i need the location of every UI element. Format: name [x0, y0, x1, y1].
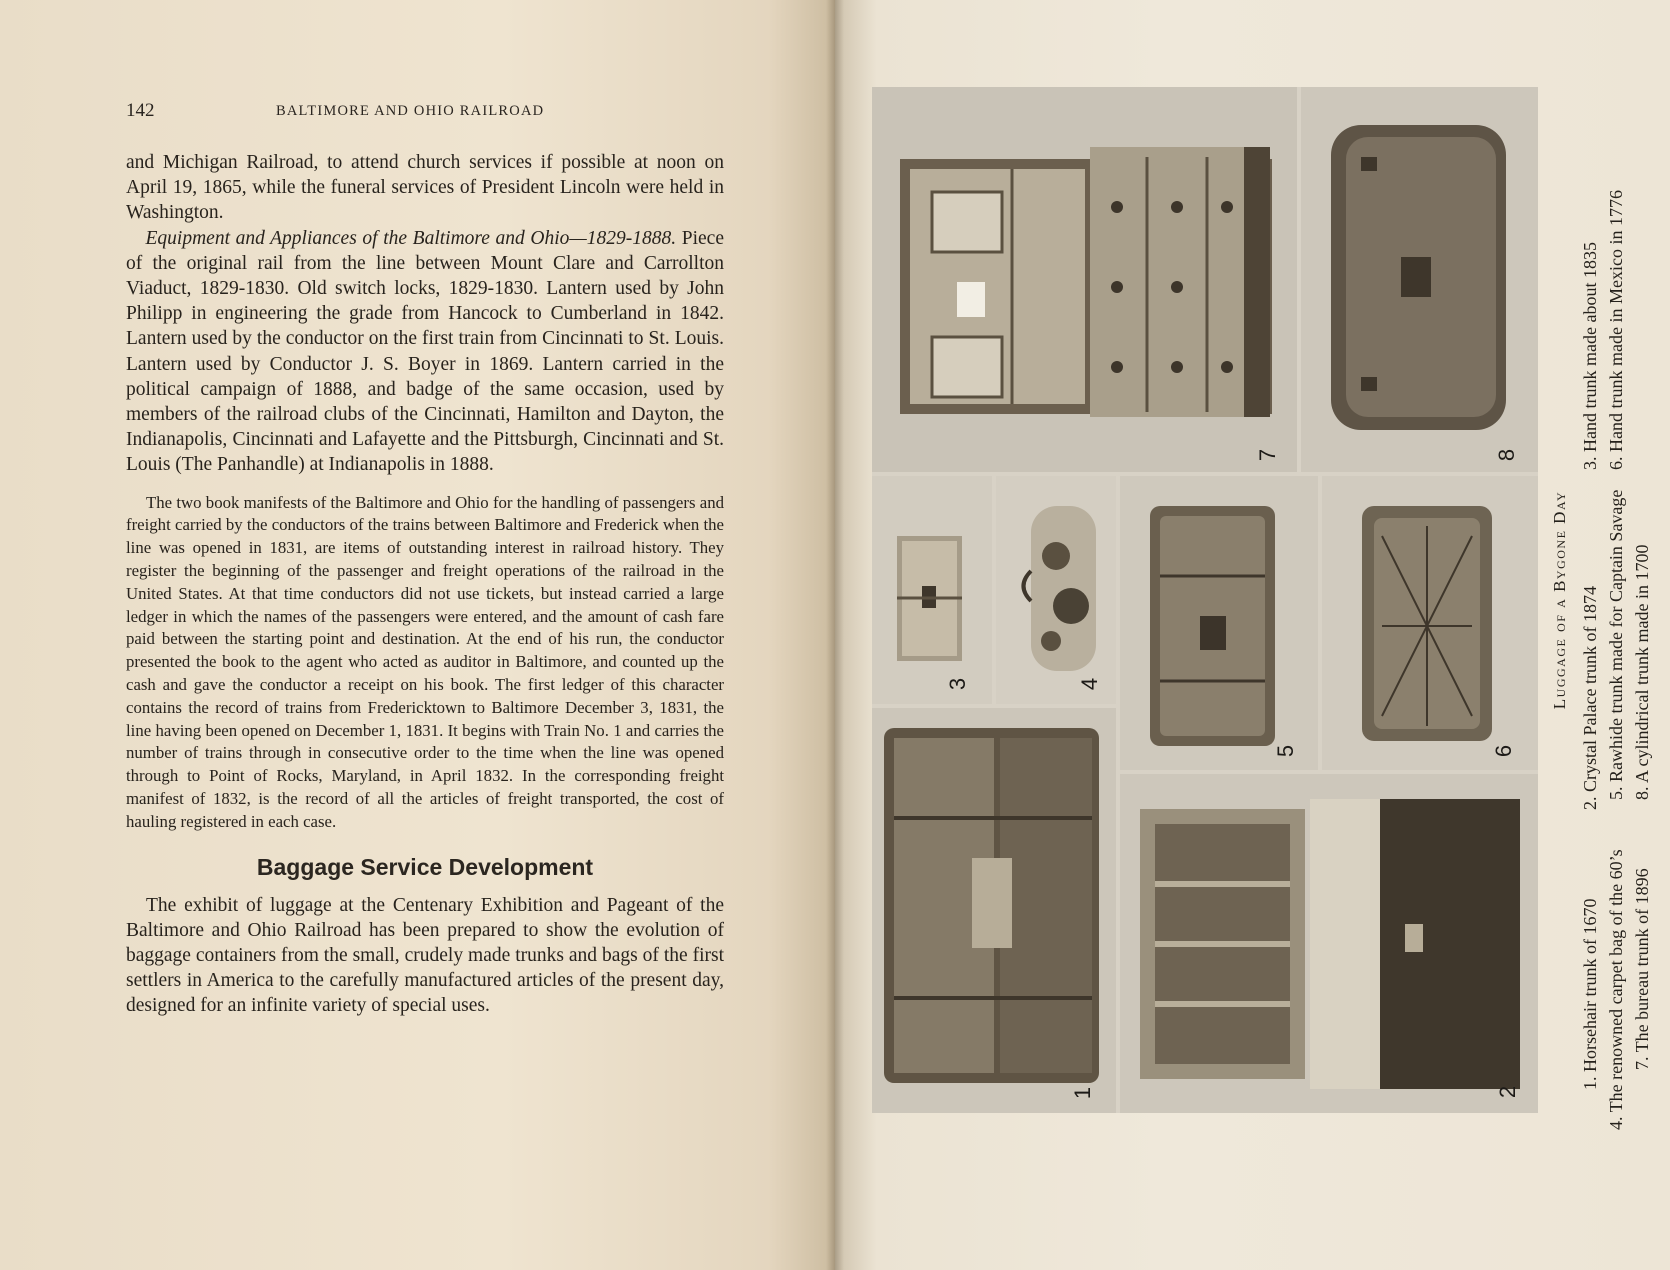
caption-row-2 [1606, 70, 1632, 1130]
paragraph-equipment [126, 226, 724, 478]
trunk-3-illustration [872, 476, 992, 704]
photo-trunk-5 [1120, 476, 1318, 770]
bag-4-illustration [996, 476, 1116, 704]
paragraph-church-services: and Michigan Railroad, to attend church services if possible at noon on April 19, 1865, while the funeral services of President Lincoln were held in Washington. [126, 152, 724, 224]
photo-trunk-6 [1322, 476, 1538, 770]
photo-trunk-2 [1120, 774, 1538, 1113]
paragraph-equipment-text: Piece of the original rail from the line between Mount Clare and Carrollton Viaduct, 1829-1830. Old switch locks, 1829-1830. Lantern used by John Philipp in engineering the grade from Hancock to Cumberland in 1842. Lantern used by the conductor on the first train from Cincinnati to St. Louis. Lantern used by Conductor J. S. Boyer in 1869. Lantern carried in the political campaign of 1888, and badge of the same occasion, used by members of the railroad clubs of the Cincinnati, Hamilton and Dayton, the Indianapolis, Cincinnati and Lafayette and the Pittsburgh, Cincinnati and St. Louis (The Panhandle) at Indianapolis in 1888. [126, 227, 724, 476]
plate-caption-rotated [1540, 70, 1660, 1130]
plate-number-1: 1 [1070, 1086, 1096, 1100]
body-text [126, 150, 724, 1019]
paragraph-book-manifests: The two book manifests of the Baltimore and Ohio for the handling of passengers and freight carried by the conductors of the trains between Baltimore and Frederick when the line was opened in 1831, are items of outstanding interest in railroad history. They register the beginning of the passenger and freight operations of the railroad in the United States. At that time conductors did not use tickets, but instead carried a large ledger in which the names of the passengers were entered, and the amount of cash fare paid between the starting point and destination. At the end of his run, the conductor presented the book to the agent who acted as auditor in Baltimore, and counted up the cash and gave the conductor a receipt on his book. The first ledger of this character contains the record of trains from Fredericktown to Baltimore December 3, 1831, the line having been opened on December 1, 1831. It begins with Train No. 1 and carries the number of trains through in consecutive order to the time when the line was opened through to Point of Rocks, Maryland, in April 1832. In the corresponding freight manifest of 1832, is the record of all the articles of freight transported, the cost of hauling registered in each case. [126, 492, 724, 831]
photo-trunk-8 [1301, 87, 1538, 472]
page-number: 142 [126, 100, 155, 121]
plate-number-6: 6 [1491, 744, 1517, 758]
page-header [126, 100, 726, 128]
caption-item-5: 5. Rawhide trunk made for Captain Savage [1606, 489, 1626, 800]
caption-item-3: 3. Hand trunk made about 1835 [1580, 242, 1600, 470]
luggage-photo-plate [872, 87, 1538, 1113]
book-gutter [826, 0, 844, 1270]
caption-title: Luggage of a Bygone Day [1550, 490, 1569, 710]
paragraph-equipment-heading: Equipment and Appliances of the Baltimore and Ohio—1829-1888. [145, 227, 677, 249]
plate-caption [1540, 70, 1660, 1130]
trunk-5-illustration [1120, 476, 1318, 770]
photo-trunk-7 [872, 87, 1297, 472]
caption-item-6: 6. Hand trunk made in Mexico in 1776 [1606, 190, 1626, 470]
caption-item-4: 4. The renowned carpet bag of the 60’s [1606, 849, 1626, 1130]
photo-trunk-3 [872, 476, 992, 704]
caption-item-1: 1. Horsehair trunk of 1670 [1580, 898, 1600, 1090]
trunk-8-illustration [1301, 87, 1538, 472]
trunk-7-illustration [872, 87, 1297, 472]
trunk-2-illustration [1120, 774, 1538, 1113]
paragraph-luggage-exhibit: The exhibit of luggage at the Centenary Exhibition and Pageant of the Baltimore and Ohio Railroad has been prepared to show the evolution of baggage containers from the small, crudely made trunks and bags of the first settlers in America to the carefully manufactured articles of the present day, designed for an infinite variety of special uses. [126, 894, 724, 1017]
plate-number-4: 4 [1077, 677, 1103, 691]
section-heading: Baggage Service Development [256, 853, 594, 880]
photo-trunk-1 [872, 708, 1116, 1113]
trunk-1-illustration [872, 708, 1116, 1113]
plate-number-7: 7 [1255, 448, 1281, 462]
caption-row-3 [1632, 70, 1658, 1130]
caption-row-1 [1580, 70, 1606, 1130]
plate-number-3: 3 [945, 677, 971, 691]
trunk-6-illustration [1322, 476, 1538, 770]
plate-number-2: 2 [1495, 1085, 1521, 1099]
photo-bag-4 [996, 476, 1116, 704]
caption-item-7: 7. The bureau trunk of 1896 [1632, 868, 1652, 1070]
plate-number-5: 5 [1273, 744, 1299, 758]
running-head: BALTIMORE AND OHIO RAILROAD [276, 103, 545, 119]
caption-item-8: 8. A cylindrical trunk made in 1700 [1632, 544, 1652, 800]
caption-item-2: 2. Crystal Palace trunk of 1874 [1580, 586, 1600, 810]
plate-number-8: 8 [1494, 448, 1520, 462]
